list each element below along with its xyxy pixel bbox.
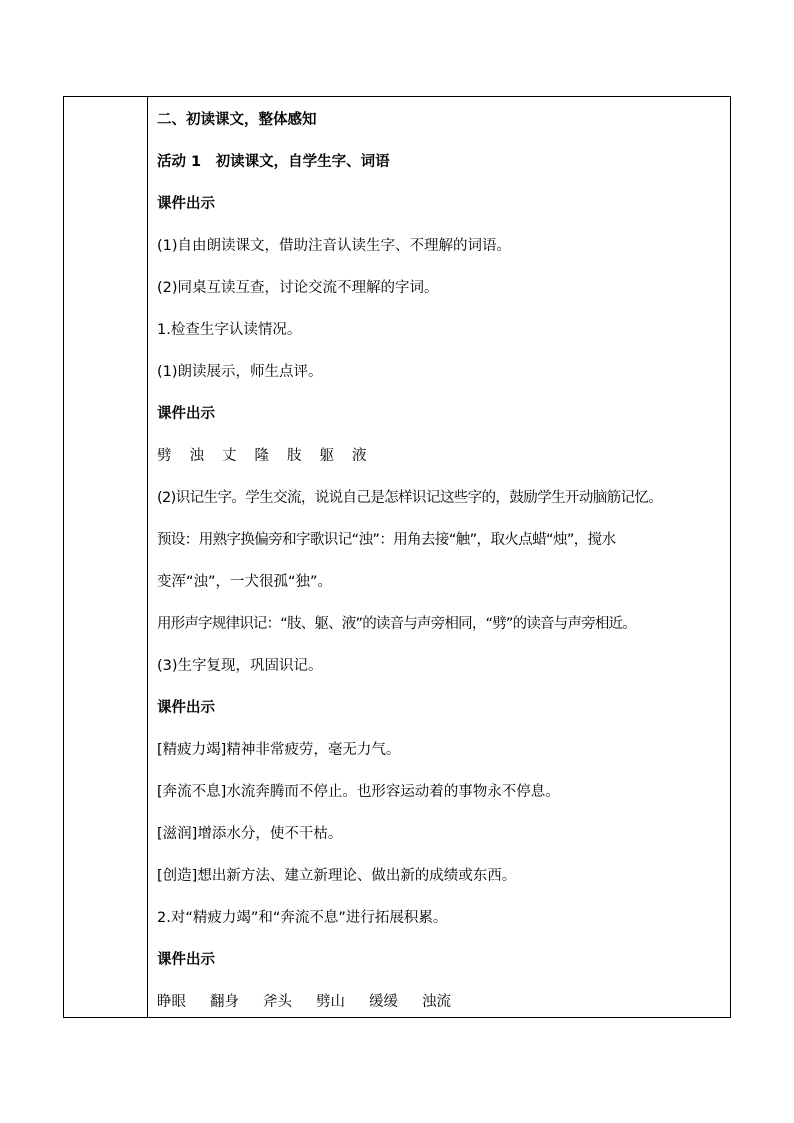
step-text: (1)朗读展示，师生点评。 bbox=[157, 364, 323, 380]
definition: [创造]想出新方法、建立新理论、做出新的成绩或东西。 bbox=[157, 868, 517, 884]
definition: [精疲力竭]精神非常疲劳，毫无力气。 bbox=[157, 742, 401, 758]
character: 液 bbox=[352, 448, 367, 464]
word: 翻身 bbox=[210, 994, 239, 1010]
character: 劈 bbox=[157, 448, 172, 464]
courseware-label: 课件出示 bbox=[157, 700, 215, 716]
step-text: (1)自由朗读课文，借助注音认读生字、不理解的词语。 bbox=[157, 238, 512, 254]
word: 斧头 bbox=[263, 994, 292, 1010]
section-heading: 二、初读课文，整体感知 bbox=[157, 112, 317, 128]
word-list bbox=[157, 981, 724, 1023]
word: 劈山 bbox=[316, 994, 345, 1010]
character: 肢 bbox=[287, 448, 302, 464]
character: 丈 bbox=[222, 448, 237, 464]
activity-heading: 活动 1 初读课文，自学生字、词语 bbox=[157, 154, 390, 170]
courseware-label: 课件出示 bbox=[157, 196, 215, 212]
expand-text: 2.对“精疲力竭”和“奔流不息”进行拓展积累。 bbox=[157, 910, 448, 926]
word: 睁眼 bbox=[157, 994, 186, 1010]
preset-text: 变浑“浊”，一犬很孤“独”。 bbox=[157, 574, 333, 590]
courseware-label: 课件出示 bbox=[157, 406, 215, 422]
word: 浊流 bbox=[422, 994, 451, 1010]
character-list bbox=[157, 435, 724, 477]
lesson-table bbox=[63, 96, 731, 1018]
check-text: 1.检查生字认读情况。 bbox=[157, 322, 302, 338]
content-column bbox=[148, 97, 730, 1017]
courseware-label: 课件出示 bbox=[157, 952, 215, 968]
definition: [滋润]增添水分，使不干枯。 bbox=[157, 826, 343, 842]
character: 浊 bbox=[189, 448, 204, 464]
definition: [奔流不息]水流奔腾而不停止。也形容运动着的事物永不停息。 bbox=[157, 784, 560, 800]
character: 躯 bbox=[319, 448, 334, 464]
step-text: (2)识记生字。学生交流，说说自己是怎样识记这些字的，鼓励学生开动脑筋记忆。 bbox=[157, 490, 663, 506]
step-text: (2)同桌互读互查，讨论交流不理解的字词。 bbox=[157, 280, 439, 296]
left-column bbox=[64, 97, 148, 1017]
character: 隆 bbox=[254, 448, 269, 464]
shape-sound-text: 用形声字规律识记：“肢、躯、液”的读音与声旁相同，“劈”的读音与声旁相近。 bbox=[157, 616, 636, 632]
word: 缓缓 bbox=[369, 994, 398, 1010]
step-text: (3)生字复现，巩固识记。 bbox=[157, 658, 323, 674]
preset-text: 预设：用熟字换偏旁和字歌识记“浊”：用角去接“触”，取火点蜡“烛”，搅水 bbox=[157, 532, 616, 548]
